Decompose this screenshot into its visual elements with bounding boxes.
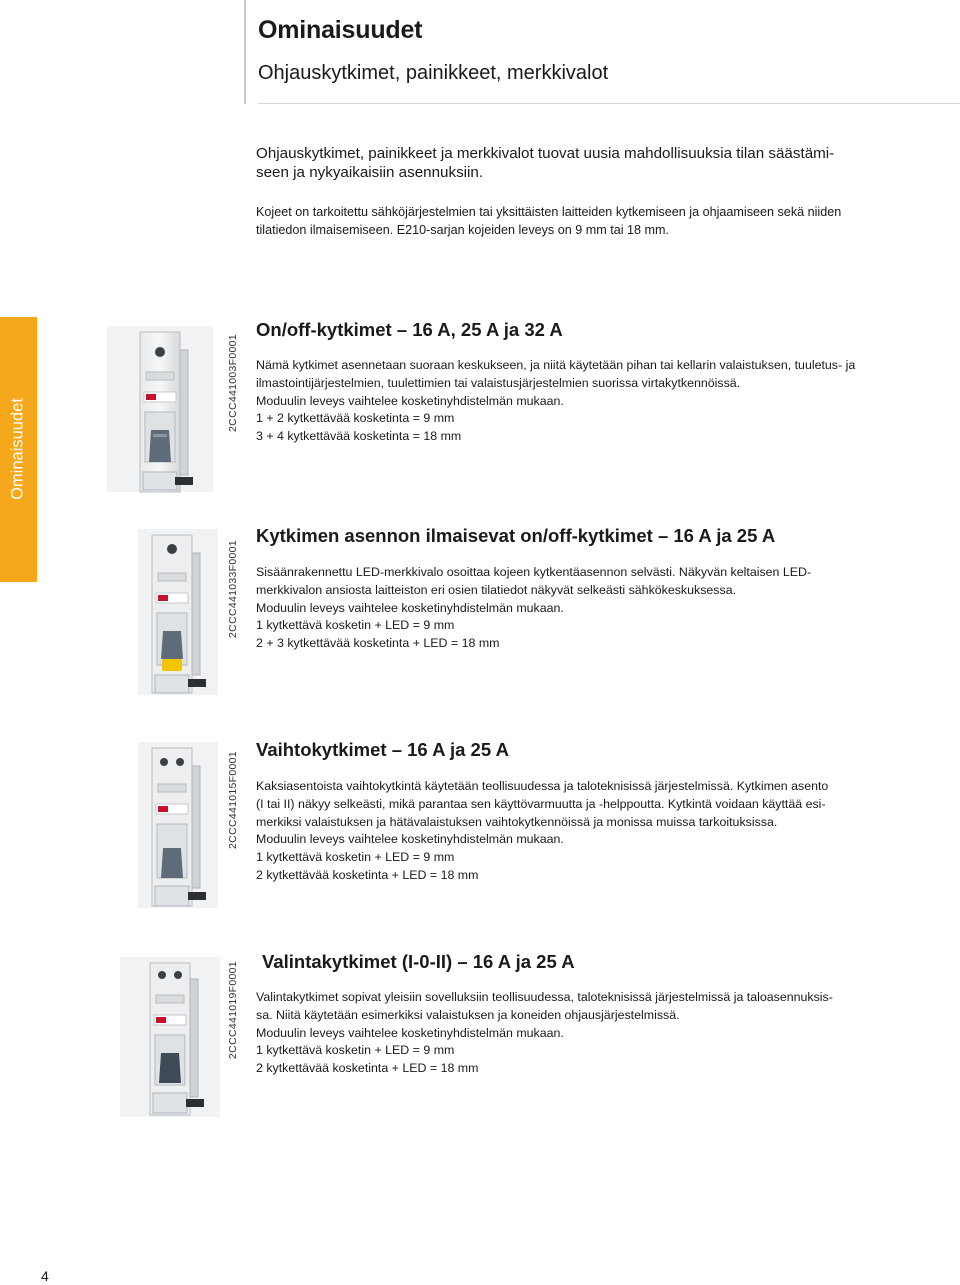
section-line: 1 kytkettävä kosketin + LED = 9 mm: [256, 618, 455, 633]
section-line: Sisäänrakennettu LED-merkkivalo osoittaa kojeen kytkentäasennon selvästi. Näkyvän keltaisen LED-: [256, 565, 812, 579]
section-line: Valintakytkimet sopivat yleisiin sovelluksiin teollisuudessa, taloteknisissä järjestelmissä ja taloasennuksis-: [256, 990, 833, 1004]
image-code: 2CCC441015F0001: [227, 751, 239, 849]
page-number: 4: [41, 1268, 49, 1284]
image-code: 2CCC441019F0001: [227, 961, 239, 1059]
section-line: 1 kytkettävä kosketin + LED = 9 mm: [256, 1043, 455, 1058]
section-line: 3 + 4 kytkettävää kosketinta = 18 mm: [256, 429, 462, 444]
section-line: merkiksi valaistuksen ja hätävalaistuksen vaihtokytkennöissä ja monissa muissa tarkoituksissa.: [256, 814, 778, 829]
section-body: [256, 357, 896, 446]
title-divider: [258, 103, 960, 104]
intro-body-line: Kojeet on tarkoitettu sähköjärjestelmien tai yksittäisten laitteiden kytkemiseen ja ohjaamiseen sekä niiden: [256, 205, 842, 219]
intro-body-line: tilatiedon ilmaisemiseen. E210-sarjan kojeiden leveys on 9 mm tai 18 mm.: [256, 223, 669, 238]
page-title: Ominaisuudet: [258, 16, 423, 44]
section-line: 1 kytkettävä kosketin + LED = 9 mm: [256, 850, 455, 865]
intro-lead-line: Ohjauskytkimet, painikkeet ja merkkivalot tuovat uusia mahdollisuuksia tilan säästämi-: [256, 145, 835, 162]
section-title: On/off-kytkimet – 16 A, 25 A ja 32 A: [256, 319, 563, 340]
section-title: Vaihtokytkimet – 16 A ja 25 A: [256, 739, 509, 760]
section-body: [256, 989, 896, 1078]
section-line: 2 kytkettävää kosketinta + LED = 18 mm: [256, 1061, 479, 1076]
product-photo-onoff-switch: [105, 322, 215, 494]
intro-lead: [256, 144, 876, 182]
section-line: merkkivalon ansiosta laitteiston eri osien tilatiedot näkyvät selkeästi sähkökeskuksessa.: [256, 582, 737, 597]
section-line: Moduulin leveys vaihtelee kosketinyhdistelmän mukaan.: [256, 832, 564, 847]
section-line: 2 kytkettävää kosketinta + LED = 18 mm: [256, 867, 479, 882]
image-code: 2CCC441033F0001: [227, 540, 239, 638]
product-photo-selector-switch: [120, 955, 220, 1117]
intro-body: [256, 203, 886, 240]
side-tab-label: Ominaisuudet: [8, 398, 27, 500]
product-photo-changeover-switch: [138, 740, 218, 908]
section-line: Nämä kytkimet asennetaan suoraan keskukseen, ja niitä käytetään pihan tai kellarin valaistuksen, tuuletus- ja: [256, 358, 856, 372]
section-line: 1 + 2 kytkettävää kosketinta = 9 mm: [256, 411, 455, 426]
section-line: ilmastointijärjestelmien, tuulettimien tai valaistusjärjestelmien suorissa virtakytkennöissä.: [256, 375, 741, 390]
intro-lead-line: seen ja nykyaikaisiin asennuksiin.: [256, 164, 484, 181]
section-line: Moduulin leveys vaihtelee kosketinyhdistelmän mukaan.: [256, 1025, 564, 1040]
section-line: Moduulin leveys vaihtelee kosketinyhdistelmän mukaan.: [256, 600, 564, 615]
section-line: (I tai II) näkyy selkeästi, mikä parantaa sen käyttövarmuutta ja -helppoutta. Kytkintä voidaan käyttää esi-: [256, 796, 826, 811]
section-body: [256, 564, 896, 653]
section-line: sa. Niitä käytetään esimerkiksi valaistuksen ja koneiden ohjausjärjestelmissä.: [256, 1007, 680, 1022]
product-photo-led-switch: [138, 527, 218, 695]
section-title: Valintakytkimet (I-0-II) – 16 A ja 25 A: [262, 951, 575, 972]
page-subtitle: Ohjauskytkimet, painikkeet, merkkivalot: [258, 62, 609, 84]
section-line: 2 + 3 kytkettävää kosketinta + LED = 18 mm: [256, 636, 500, 651]
section-line: Kaksiasentoista vaihtokytkintä käytetään teollisuudessa ja taloteknisissä järjestelmissä. Kytkimen asento: [256, 779, 829, 793]
section-line: Moduulin leveys vaihtelee kosketinyhdistelmän mukaan.: [256, 393, 564, 408]
image-code: 2CCC441003F0001: [227, 334, 239, 432]
section-title: Kytkimen asennon ilmaisevat on/off-kytkimet – 16 A ja 25 A: [256, 525, 776, 546]
header-rule: [244, 0, 246, 104]
section-body: [256, 778, 896, 885]
